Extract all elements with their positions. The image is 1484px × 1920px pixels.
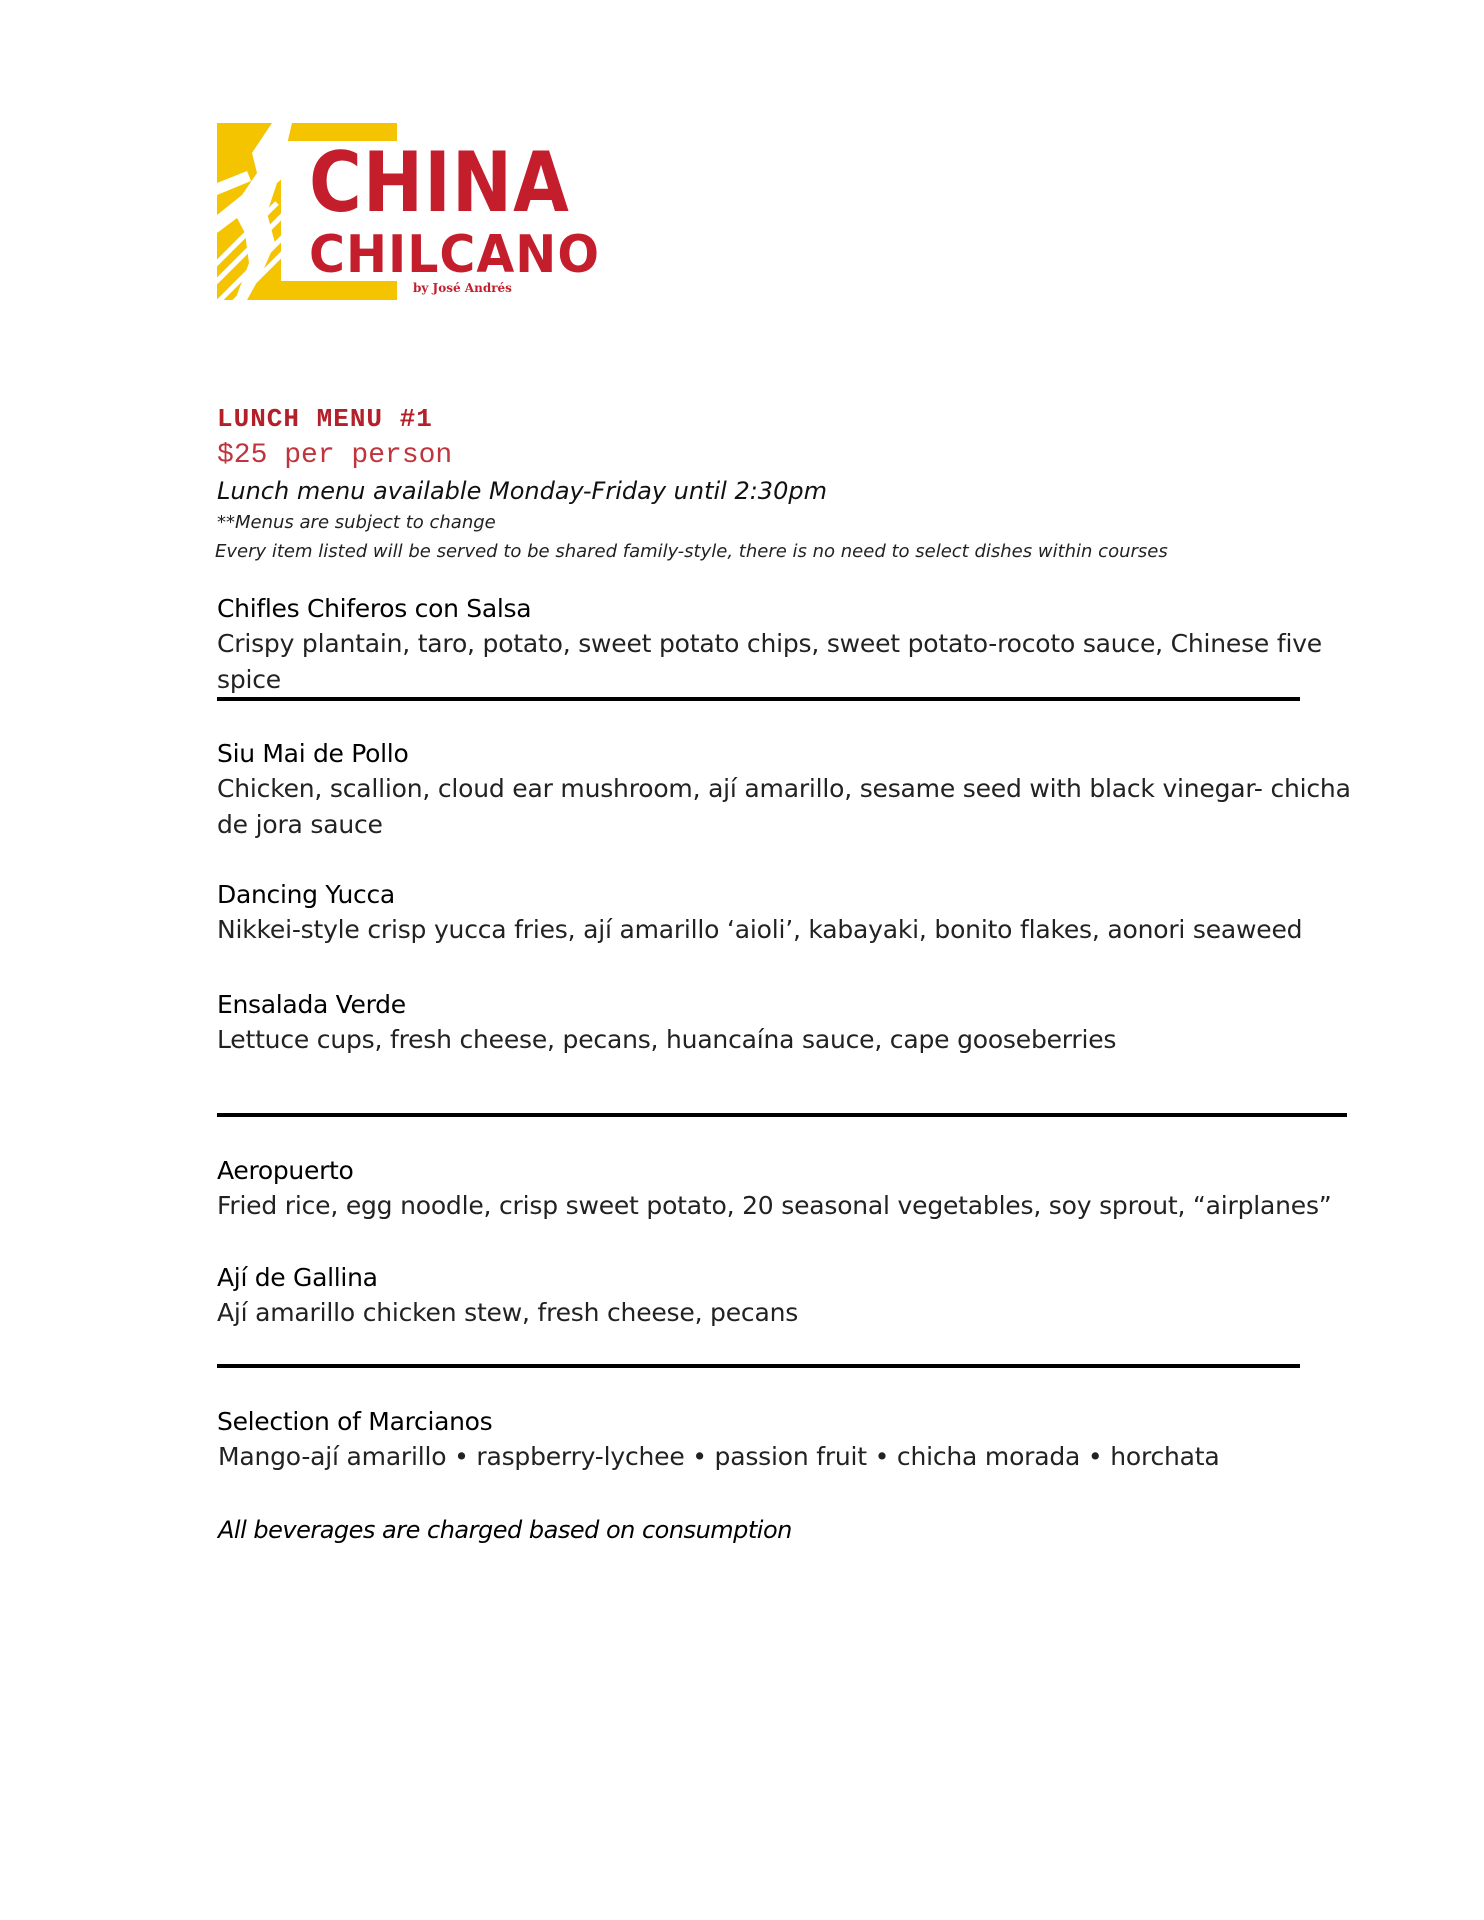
family-style-note: Every item listed will be served to be shared family-style, there is no need to select dishes within courses xyxy=(215,541,1168,562)
dish-name: Ají de Gallina xyxy=(217,1263,378,1292)
menu-title: LUNCH MENU #1 xyxy=(217,404,433,434)
availability-note: Lunch menu available Monday-Friday until 2:30pm xyxy=(217,477,827,505)
dish-name: Siu Mai de Pollo xyxy=(217,739,409,768)
dish-name: Chifles Chiferos con Salsa xyxy=(217,594,532,623)
dish-ensalada-verde xyxy=(217,988,1357,1058)
dish-description: Lettuce cups, fresh cheese, pecans, huancaína sauce, cape gooseberries xyxy=(217,1025,1117,1054)
menu-price: $25 per person xyxy=(217,440,453,471)
dish-description: Fried rice, egg noodle, crisp sweet potato, 20 seasonal vegetables, soy sprout, “airplanes” xyxy=(217,1191,1332,1220)
dish-description: Ají amarillo chicken stew, fresh cheese, pecans xyxy=(217,1298,799,1327)
dish-name: Aeropuerto xyxy=(217,1156,354,1185)
dish-description: Chicken, scallion, cloud ear mushroom, ají amarillo, sesame seed with black vinegar- chicha xyxy=(217,774,1351,803)
course-divider xyxy=(217,1113,1347,1117)
dish-name: Selection of Marcianos xyxy=(217,1407,493,1436)
dish-description-cont: de jora sauce xyxy=(217,810,383,839)
logo-line-chilcano: CHILCANO xyxy=(309,224,600,285)
dish-name: Dancing Yucca xyxy=(217,880,395,909)
dish-marcianos xyxy=(217,1405,1357,1475)
china-chilcano-logo xyxy=(217,123,600,300)
change-note: **Menus are subject to change xyxy=(217,512,496,533)
course-divider xyxy=(217,697,1300,701)
logo-byline: by José Andrés xyxy=(413,281,512,295)
logo-line-china: CHINA xyxy=(309,134,570,231)
dish-description: Crispy plantain, taro, potato, sweet potato chips, sweet potato-rocoto sauce, Chinese five spice xyxy=(217,629,1322,694)
dish-dancing-yucca xyxy=(217,878,1357,948)
beverages-note: All beverages are charged based on consumption xyxy=(218,1516,792,1544)
course-divider xyxy=(217,1364,1300,1368)
menu-header xyxy=(217,402,1367,566)
dish-aeropuerto xyxy=(217,1154,1357,1224)
dish-name: Ensalada Verde xyxy=(217,990,406,1019)
dish-aji-de-gallina xyxy=(217,1261,1357,1331)
dish-description: Nikkei-style crisp yucca fries, ají amarillo ‘aioli’, kabayaki, bonito flakes, aonori seaweed xyxy=(217,915,1303,944)
dish-siu-mai xyxy=(217,737,1357,843)
dish-description: Mango-ají amarillo • raspberry-lychee • passion fruit • chicha morada • horchata xyxy=(218,1442,1220,1471)
dish-chifles xyxy=(217,592,1357,698)
